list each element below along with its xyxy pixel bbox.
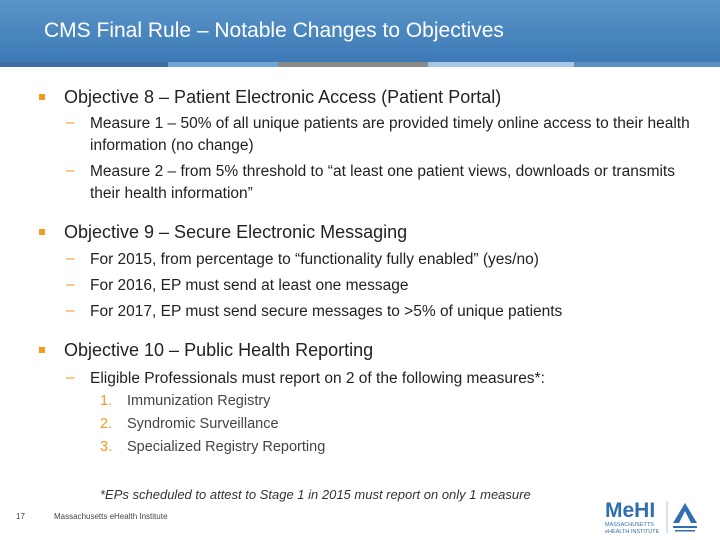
numbered-item: Syndromic Surveillance	[127, 416, 279, 432]
dash-bullet: –	[66, 276, 75, 293]
bullet-square-icon	[39, 347, 45, 353]
list-number: 3.	[100, 439, 113, 455]
title-bar	[0, 0, 720, 62]
dash-bullet: –	[66, 302, 75, 319]
logo-main-text: MeHI	[605, 499, 656, 522]
dash-bullet: –	[66, 114, 75, 131]
title-stripes	[0, 62, 720, 67]
logo-sub-text: eHEALTH INSTITUTE	[605, 529, 660, 535]
list-item: For 2015, from percentage to “functionality fully enabled” (yes/no)	[90, 251, 539, 268]
list-item: Eligible Professionals must report on 2 of the following measures*:	[90, 370, 545, 387]
list-item: Measure 1 – 50% of all unique patients are provided timely online access to their health information (no change)	[90, 115, 690, 154]
numbered-item: Specialized Registry Reporting	[127, 439, 326, 455]
list-number: 1.	[100, 393, 113, 409]
dash-bullet: –	[66, 250, 75, 267]
footer-organization: Massachusetts eHealth Institute	[54, 512, 168, 521]
objective-heading: Objective 10 – Public Health Reporting	[64, 340, 374, 360]
bullet-square-icon	[39, 229, 45, 235]
numbered-item: Immunization Registry	[127, 393, 271, 409]
dash-bullet: –	[66, 369, 75, 386]
objective-heading: Objective 8 – Patient Electronic Access (Patient Portal)	[64, 87, 502, 107]
dash-bullet: –	[66, 162, 75, 179]
slide-title: CMS Final Rule – Notable Changes to Objectives	[44, 19, 504, 42]
list-item: For 2016, EP must send at least one message	[90, 277, 409, 294]
objective-heading: Objective 9 – Secure Electronic Messaging	[64, 222, 408, 242]
list-item: For 2017, EP must send secure messages to >5% of unique patients	[90, 303, 563, 320]
bullet-square-icon	[39, 94, 45, 100]
page-number: 17	[16, 512, 25, 521]
mehi-logo-icon	[603, 497, 713, 537]
list-number: 2.	[100, 416, 113, 432]
list-item: Measure 2 – from 5% threshold to “at least one patient views, downloads or transmits their health information”	[90, 163, 675, 202]
footnote: *EPs scheduled to attest to Stage 1 in 2015 must report on only 1 measure	[100, 487, 531, 502]
logo-sub-text: MASSACHUSETTS	[605, 522, 654, 528]
